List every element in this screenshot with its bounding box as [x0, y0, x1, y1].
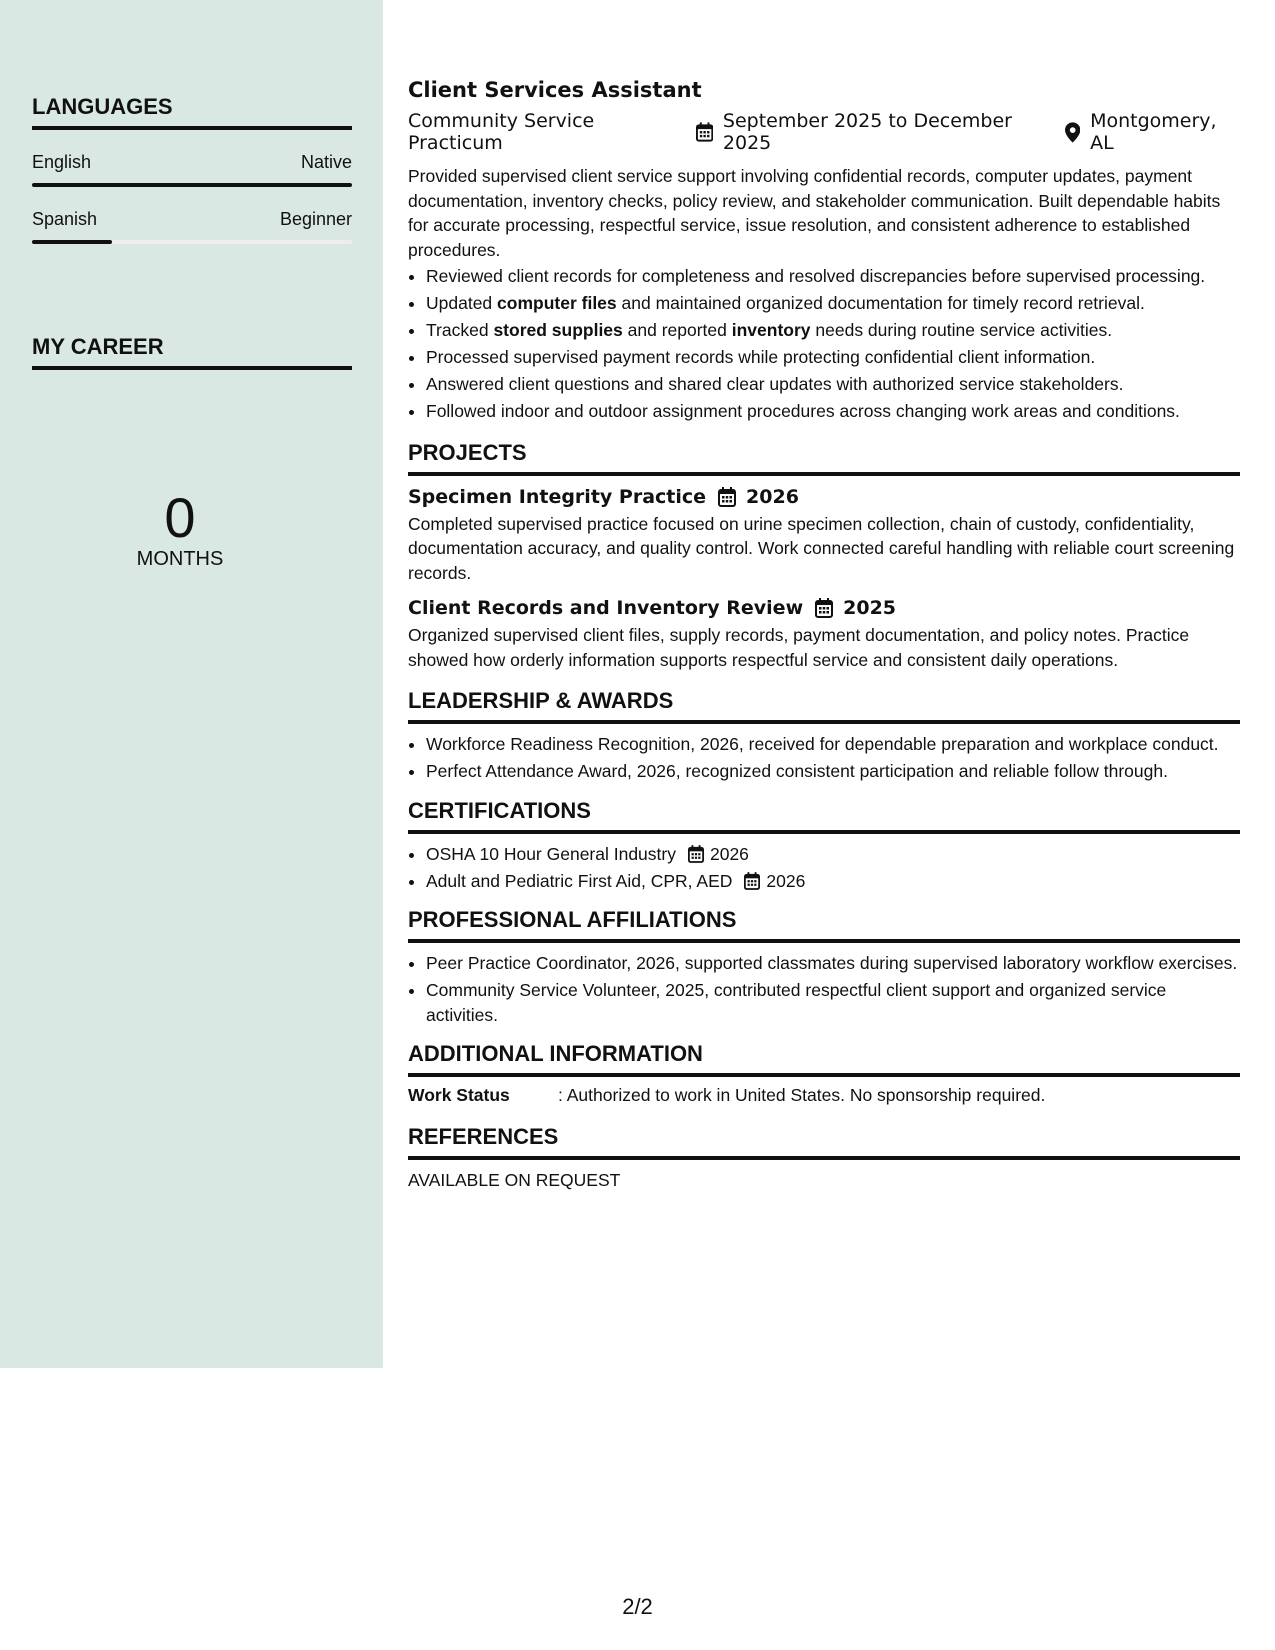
references-section: [408, 1124, 1240, 1191]
project-description: Organized supervised client files, supply records, payment documentation, and policy notes. Practice showed how orderly information supports respectful service and consistent daily operations.: [408, 625, 1190, 670]
list-item: [426, 318, 1240, 343]
work-status-value: : Authorized to work in United States. No sponsorship required.: [558, 1085, 1046, 1105]
main-content: [408, 78, 1240, 1191]
calendar-icon: [696, 122, 713, 142]
list-item: [426, 345, 1240, 370]
job-organization: Community Service Practicum: [408, 110, 595, 154]
bullet-text: and maintained organized documentation for timely record retrieval.: [616, 293, 1145, 313]
language-name: English: [32, 152, 92, 172]
language-level: Beginner: [279, 209, 352, 229]
project-year: 2026: [746, 485, 799, 508]
leadership-list: [408, 732, 1240, 784]
projects-section: [408, 440, 1240, 673]
certifications-heading: CERTIFICATIONS: [408, 798, 1240, 834]
career-months-unit: MONTHS: [136, 548, 224, 570]
leadership-heading: LEADERSHIP & AWARDS: [408, 688, 1240, 724]
calendar-icon: [718, 487, 736, 507]
certification-year: 2026: [709, 843, 749, 864]
list-item: • Workforce Readiness Recognition, 2026, received for dependable preparation and workplace conduct.: [426, 732, 1240, 757]
language-proficiency-bar: [32, 240, 352, 244]
language-name: Spanish: [32, 209, 98, 229]
language-item: [32, 152, 352, 187]
sidebar: [0, 0, 383, 1368]
project-item: [408, 597, 1240, 672]
work-status-label: Work Status: [408, 1085, 510, 1105]
bullet-text: Answered client questions and shared clear updates with authorized service stakeholders.: [426, 374, 1124, 394]
calendar-icon: [815, 598, 833, 618]
calendar-icon: [744, 872, 760, 890]
certifications-section: [408, 798, 1240, 894]
job-dates: September 2025 to December 2025: [722, 110, 1012, 154]
certification-year: 2026: [766, 870, 806, 891]
list-item: • Perfect Attendance Award, 2026, recognized consistent participation and reliable follow through.: [426, 759, 1240, 784]
bullet-keyword: stored supplies: [493, 320, 623, 340]
job-location: Montgomery, AL: [1090, 110, 1217, 154]
bullet-text: and reported: [622, 320, 732, 340]
list-item: [426, 842, 1240, 867]
certifications-list: [408, 842, 1240, 894]
list-item: • Peer Practice Coordinator, 2026, supported classmates during supervised laboratory workflow exercises.: [426, 951, 1240, 976]
bullet-keyword: computer files: [497, 293, 617, 313]
additional-info-section: [408, 1041, 1240, 1106]
bullet-keyword: inventory: [731, 320, 811, 340]
additional-info-heading: ADDITIONAL INFORMATION: [408, 1041, 1240, 1077]
language-proficiency-fill: [32, 240, 112, 244]
references-text: AVAILABLE ON REQUEST: [408, 1170, 621, 1190]
affiliations-list: [408, 951, 1240, 1027]
language-item: [32, 209, 352, 244]
page-number: 2/2: [622, 1594, 653, 1619]
language-level: Native: [300, 152, 352, 172]
job-summary: Provided supervised client service support involving confidential records, computer updates, payment documentation, inventory checks, policy review, and stakeholder communication. Built dependable habits for accurate processing, respectful service, issue resolution, and consistent adherence to established procedures.: [408, 166, 1221, 260]
project-item: [408, 486, 1240, 586]
bullet-text: Tracked: [426, 320, 494, 340]
career-section: [32, 334, 352, 370]
references-heading: REFERENCES: [408, 1124, 1240, 1160]
languages-heading: LANGUAGES: [32, 94, 352, 130]
list-item: [426, 372, 1240, 397]
job-bullets: [408, 264, 1240, 424]
job-meta: [408, 110, 1240, 154]
affiliations-section: [408, 907, 1240, 1027]
list-item: • Community Service Volunteer, 2025, contributed respectful client support and organized service activities.: [426, 978, 1240, 1027]
bullet-text: Processed supervised payment records while protecting confidential client information.: [426, 347, 1096, 367]
career-heading: MY CAREER: [32, 334, 352, 370]
certification-name: • OSHA 10 Hour General Industry: [426, 843, 676, 864]
career-months-value: 0: [164, 486, 196, 549]
languages-section: [32, 94, 352, 244]
location-pin-icon: [1065, 122, 1080, 143]
list-item: [426, 869, 1240, 894]
project-title: Client Records and Inventory Review: [408, 597, 804, 619]
bullet-text: Updated: [426, 293, 498, 313]
work-status-row: [408, 1085, 1240, 1106]
projects-heading: PROJECTS: [408, 440, 1240, 476]
bullet-text: Reviewed client records for completeness and resolved discrepancies before supervised processing.: [426, 266, 1206, 286]
language-proficiency-fill: [32, 183, 352, 187]
bullet-text: needs during routine service activities.: [810, 320, 1113, 340]
project-year: 2025: [843, 597, 897, 619]
list-item: [426, 291, 1240, 316]
leadership-section: [408, 688, 1240, 784]
list-item: [426, 264, 1240, 289]
list-item: [426, 399, 1240, 424]
experience-entry: [408, 78, 1240, 424]
affiliations-heading: PROFESSIONAL AFFILIATIONS: [408, 907, 1240, 943]
job-title: Client Services Assistant: [408, 78, 702, 102]
bullet-text: Followed indoor and outdoor assignment procedures across changing work areas and conditions.: [426, 401, 1180, 421]
calendar-icon: [688, 845, 704, 863]
language-proficiency-bar: [32, 183, 352, 187]
project-title: Specimen Integrity Practice: [408, 485, 707, 508]
project-description: Completed supervised practice focused on urine specimen collection, chain of custody, confidentiality, documentation accuracy, and quality control. Work connected careful handling with reliable court screening records.: [408, 513, 1235, 583]
certification-name: • Adult and Pediatric First Aid, CPR, AED: [426, 870, 733, 891]
